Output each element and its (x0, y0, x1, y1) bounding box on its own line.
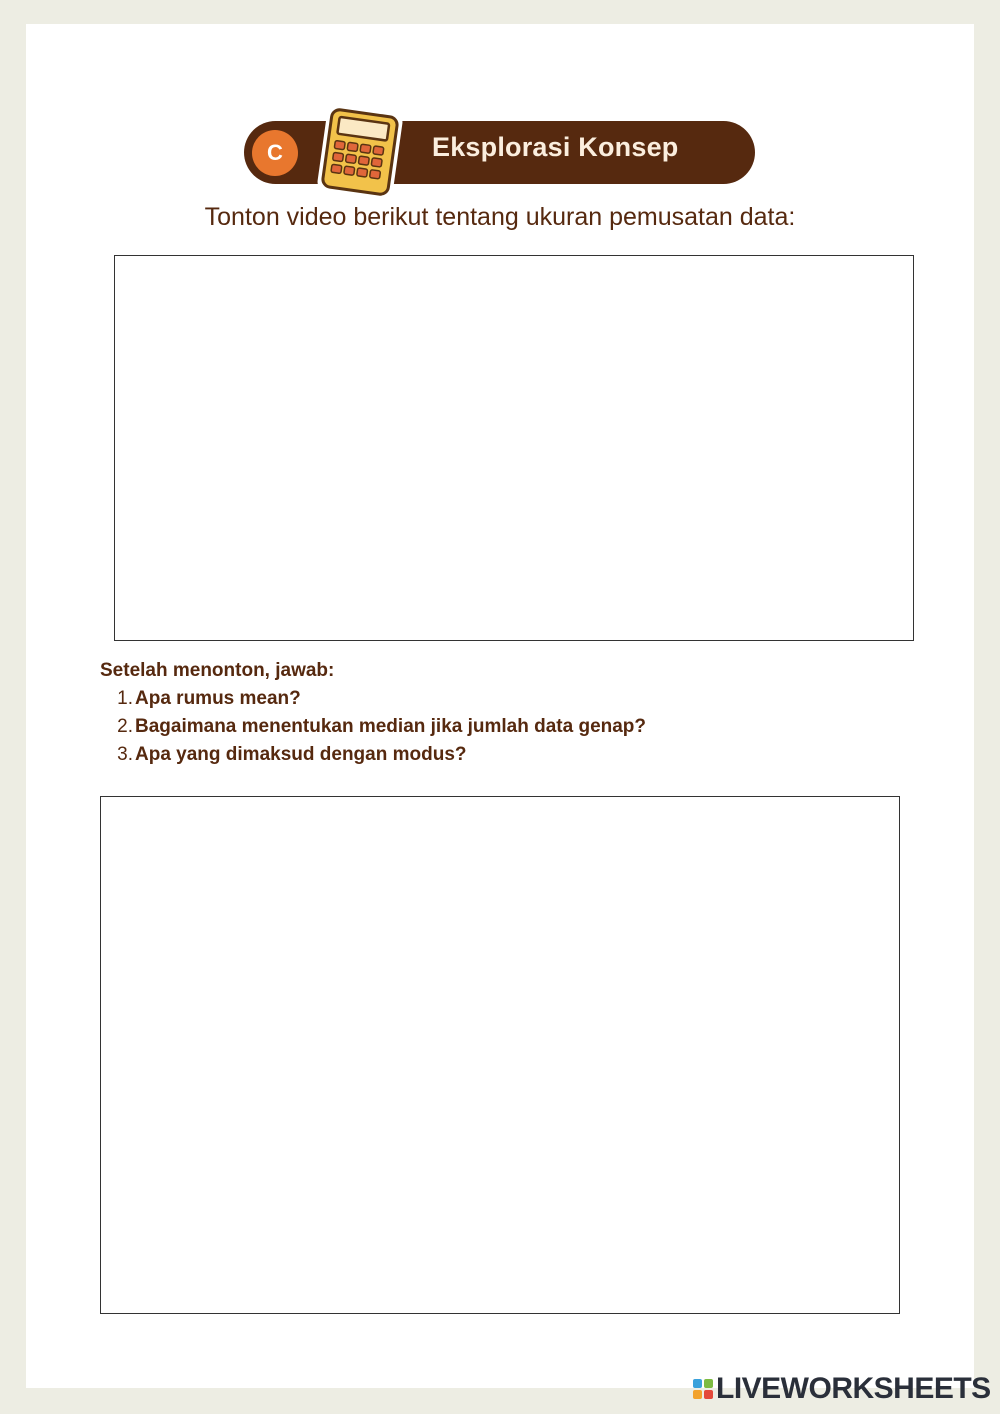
answer-input-area[interactable] (100, 796, 900, 1314)
question-number: 1. (117, 688, 133, 709)
question-list (100, 688, 646, 772)
question-text: Apa rumus mean? (135, 688, 301, 709)
intro-instruction: Tonton video berikut tentang ukuran pemusatan data: (204, 203, 796, 231)
questions-block (100, 660, 646, 772)
liveworksheets-watermark (693, 1372, 991, 1406)
calculator-icon (312, 102, 408, 202)
question-item (100, 716, 646, 744)
question-text: Apa yang dimaksud dengan modus? (135, 744, 467, 765)
question-item (100, 688, 646, 716)
watermark-text: LIVEWORKSHEETS (716, 1372, 991, 1405)
video-embed-area[interactable] (114, 255, 914, 641)
question-item (100, 744, 646, 772)
question-number: 3. (117, 744, 133, 765)
section-title: Eksplorasi Konsep (432, 132, 679, 162)
question-text: Bagaimana menentukan median jika jumlah data genap? (135, 716, 647, 737)
questions-heading: Setelah menonton, jawab: (100, 660, 335, 681)
section-letter-badge: C (252, 130, 298, 176)
question-number: 2. (117, 716, 133, 737)
liveworksheets-logo-icon (693, 1379, 713, 1399)
